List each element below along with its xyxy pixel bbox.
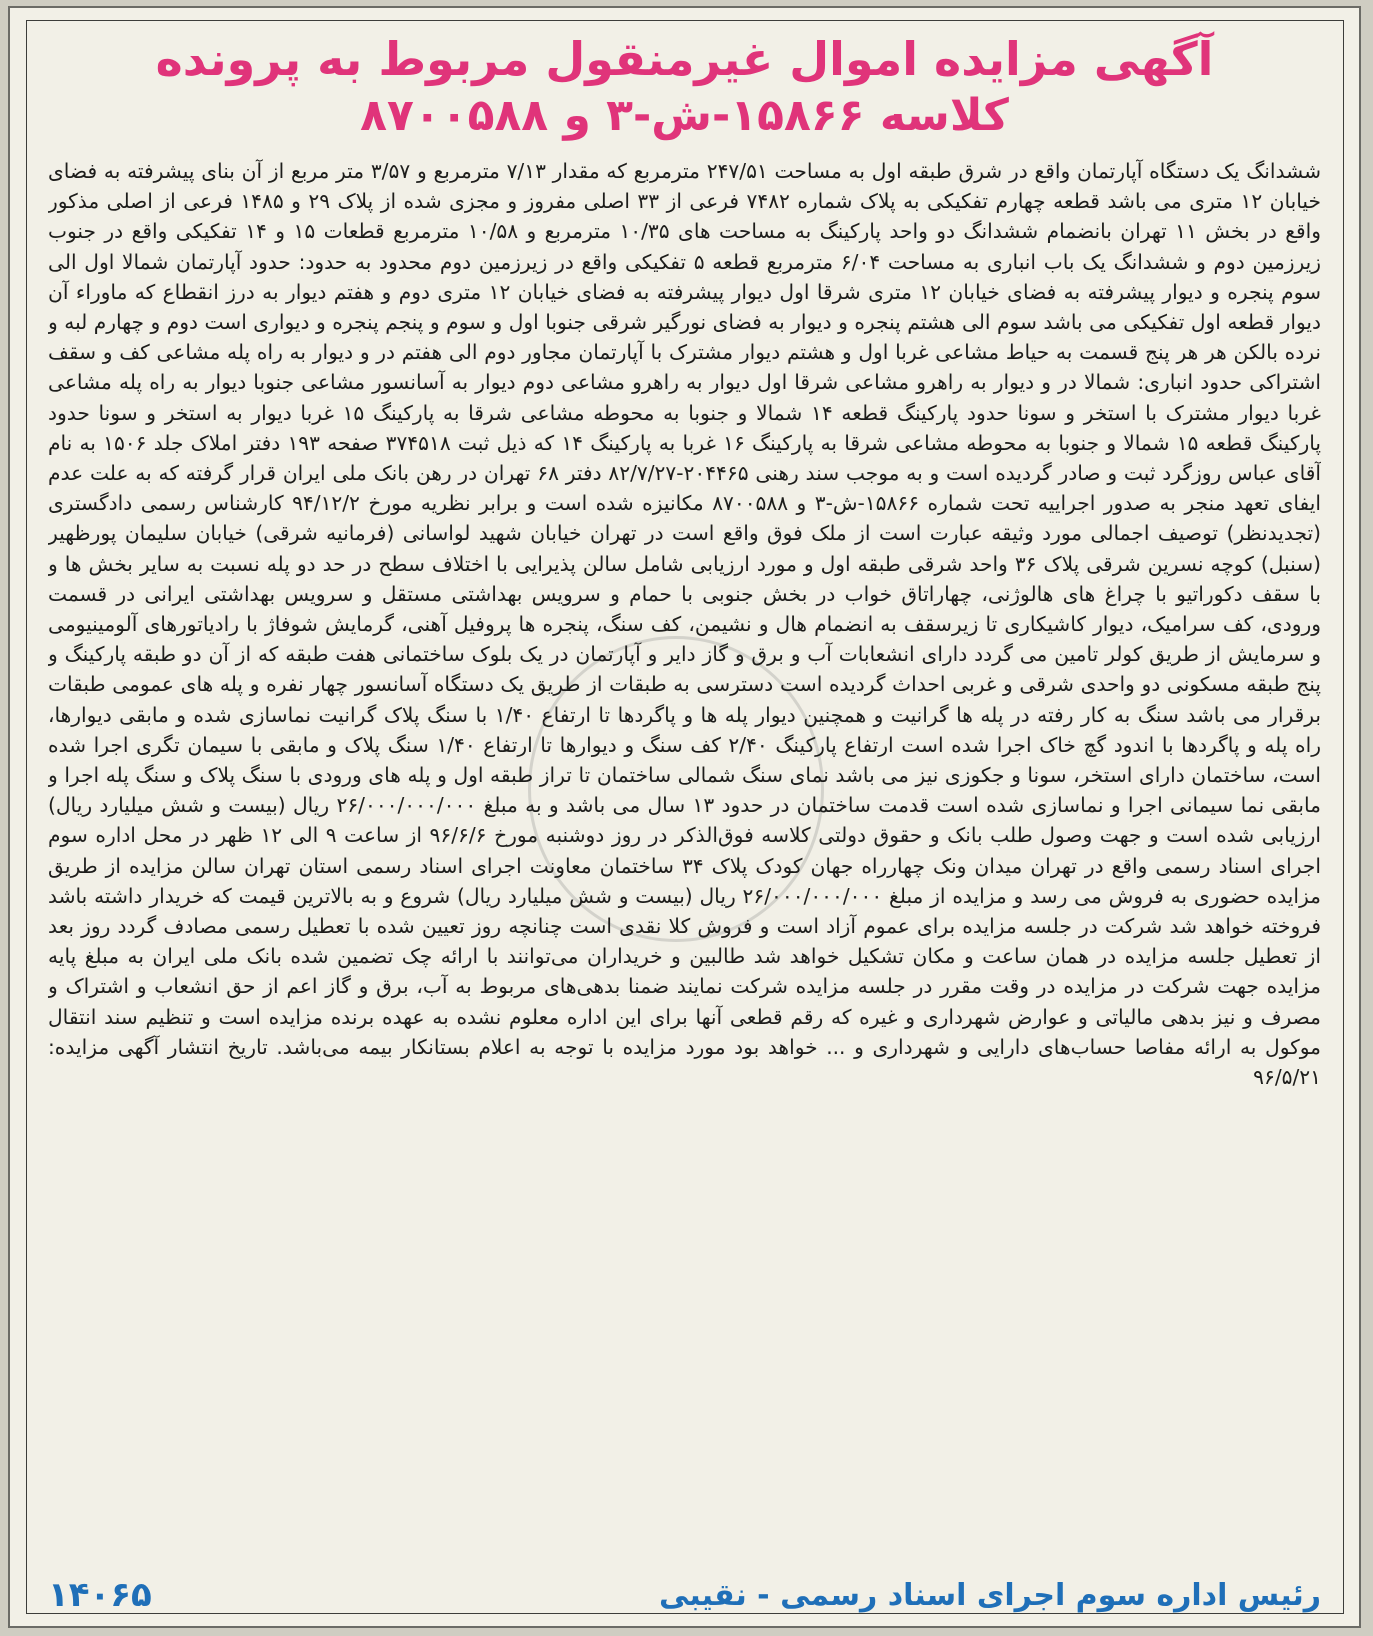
notice-body-text: ششدانگ یک دستگاه آپارتمان واقع در شرق طبقه اول به مساحت ۲۴۷/۵۱ مترمربع که مقدار ۷/۱۳ مترمربع و ۳/۵۷ متر مربع از آن بنای پیشرفته به فضای خیابان ۱۲ متری می باشد قطعه چهارم تفکیکی به پلاک شماره ۷۴۸۲ فرعی از ۳۳ اصلی مفروز و مجزی شده از پلاک ۲۹ و ۱۴۸۵ فرعی از اصلی مذکور واقع در بخش ۱۱ تهران بانضمام ششدانگ دو واحد پارکینگ به مساحت های ۱۰/۳۵ مترمربع و ۱۰/۵۸ مترمربع قطعات ۱۵ و ۱۴ تفکیکی واقع در جنوب زیرزمین دوم و ششدانگ یک باب انباری به مساحت ۶/۰۴ مترمربع قطعه ۵ تفکیکی واقع در زیرزمین دوم محدود به حدود: حدود آپارتمان شمالا اول الی سوم پنجره و دیوار پیشرفته به فضای خیابان ۱۲ متری شرقا اول دیوار پیشرفته به فضای خیابان ۱۲ متری دوم و هفتم دیوار به درز انقطاع که ماوراء آن دیوار قطعه اول تفکیکی می باشد سوم الی هشتم پنجره و دیوار به فضای نورگیر شرقی جنوبا اول و سوم و پنجم پنجره و دیواری است دوم و چهارم لبه و نرده بالکن هر هر پنج قسمت به حیاط مشاعی غربا اول و هشتم دیوار مشترک با آپارتمان مجاور دوم الی هفتم در و دیوار به راه پله مشاعی کف و سقف اشتراکی حدود انباری: شمالا در و دیوار به راهرو مشاعی شرقا اول دیوار به راهرو مشاعی دوم دیوار به آسانسور مشاعی جنوبا دیوار به راه پله مشاعی غربا دیوار مشترک با استخر و سونا حدود پارکینگ قطعه ۱۴ شمالا و جنوبا به محوطه مشاعی شرقا به پارکینگ ۱۵ غربا دیوار به استخر و سونا حدود پارکینگ قطعه ۱۵ شمالا و جنوبا به محوطه مشاعی شرقا به پارکینگ ۱۶ غربا به پارکینگ ۱۴ که ذیل ثبت ۳۷۴۵۱۸ صفحه ۱۹۳ دفتر املاک جلد ۱۵۰۶ به نام آقای عباس روزگرد ثبت و صادر گردیده است و به موجب سند رهنی ۲۰۴۴۶۵-۸۲/۷/۲۷ دفتر ۶۸ تهران در رهن بانک ملی ایران قرار گرفته که به علت عدم ایفای تعهد منجر به صدور اجراییه تحت شماره ۱۵۸۶۶-ش-۳ و ۸۷۰۰۵۸۸ مکانیزه شده است و برابر نظریه مورخ ۹۴/۱۲/۲ کارشناس رسمی دادگستری (تجدیدنظر) توصیف اجمالی مورد وثیقه عبارت است از ملک فوق واقع است در تهران خیابان شهید لواسانی (فرمانیه شرقی) خیابان سلیمان پورظهیر (سنبل) کوچه نسرین شرقی پلاک ۳۶ واحد شرقی طبقه اول و مورد ارزیابی شامل سالن پذیرایی با اختلاف سطح در حد دو پله نسبت به سایر بخش ها و با سقف دکوراتیو با چراغ های هالوژنی، چهاراتاق خواب در بخش جنوبی با حمام و سرویس بهداشتی مستقل و سرویس بهداشتی ایرانی در قسمت ورودی، کف سرامیک، دیوار کاشیکاری تا زیرسقف به انضمام هال و نشیمن، کف سنگ، پنجره ها پروفیل آهنی، گرمایش شوفاژ با رادیاتورهای آلومینیومی و سرمایش از طریق کولر تامین می گردد دارای انشعابات آب و برق و گاز دایر و آپارتمان در یک بلوک ساختمانی هفت طبقه که از آن دو طبقه پارکینگ و پنج طبقه مسکونی دو واحدی شرقی و غربی احداث گردیده است دسترسی به طبقات از طریق یک دستگاه آسانسور چهار نفره و پله های عمومی طبقات برقرار می باشد سنگ به کار رفته در پله ها گرانیت و همچنین دیوار پله ها و پاگردها تا ارتفاع ۱/۴۰ با سنگ پلاک گرانیت نماسازی شده و مابقی دیوارها، راه پله و پاگردها با اندود گچ خاک اجرا شده است ارتفاع پارکینگ ۲/۴۰ کف سنگ و دیوارها تا ارتفاع ۱/۴۰ سنگ پلاک و مابقی با سیمان تگری اجرا شده است، ساختمان دارای استخر، سونا و جکوزی نیز می باشد نمای سنگ شمالی ساختمان تا تراز طبقه اول و پله های ورودی با سنگ پلاک و سنگ پله اجرا و مابقی نما سیمانی اجرا و نماسازی شده است قدمت ساختمان در حدود ۱۳ سال می باشد و به مبلغ ۲۶/۰۰۰/۰۰۰/۰۰۰ ریال (بیست و شش میلیارد ریال) ارزیابی شده است و جهت وصول طلب بانک و حقوق دولتی کلاسه فوق‌الذکر در روز دوشنبه مورخ ۹۶/۶/۶ از ساعت ۹ الی ۱۲ ظهر در محل اداره سوم اجرای اسناد رسمی واقع در تهران میدان ونک چهارراه جهان کودک پلاک ۳۴ ساختمان معاونت اجرای اسناد رسمی استان تهران سالن مزایده از طریق مزایده حضوری به فروش می رسد و مزایده از مبلغ ۲۶/۰۰۰/۰۰۰/۰۰۰ ریال (بیست و شش میلیارد ریال) شروع و به بالاترین قیمت که خریدار داشته باشد فروخته خواهد شد شرکت در جلسه مزایده برای عموم آزاد است و فروش کلا نقدی است چنانچه روز تعیین شده با تعطیل رسمی مصادف گردد روز بعد از تعطیل جلسه مزایده در همان ساعت و مکان تشکیل خواهد شد طالبین و خریداران می‌توانند با ارائه چک تضمین شده بانک ملی ایران به مبلغ پایه مزایده جهت شرکت در مزایده در وقت مقرر در جلسه مزایده شرکت نمایند ضمنا بدهی‌های مربوط به آب، برق و گاز اعم از حق انشعاب و اشتراک و مصرف و نیز بدهی مالیاتی و عوارض شهرداری و غیره که رقم قطعی آنها برای این اداره معلوم نشده به عهده برنده مزایده است و تنظیم سند انتقال موکول به ارائه مفاصا حساب‌های دارایی و شهرداری و ... خواهد بود مورد مزایده با توجه به اعلام بستانکار بیمه می‌باشد. تاریخ انتشار آگهی مزایده: ۹۶/۵/۲۱ (48, 159, 1321, 1090)
title-line-2: کلاسه ۱۵۸۶۶-ش-۳ و ۸۷۰۰۵۸۸ (360, 90, 1009, 141)
newspaper-clipping (8, 6, 1361, 1628)
notice-title (48, 30, 1321, 144)
notice-footer (48, 1571, 1321, 1619)
ad-number: ۱۴۰۶۵ (48, 1575, 152, 1615)
signature-line: رئیس اداره سوم اجرای اسناد رسمی - نقیبی (659, 1577, 1321, 1613)
title-line-1: آگهی مزایده اموال غیرمنقول مربوط به پرونده (155, 32, 1214, 86)
